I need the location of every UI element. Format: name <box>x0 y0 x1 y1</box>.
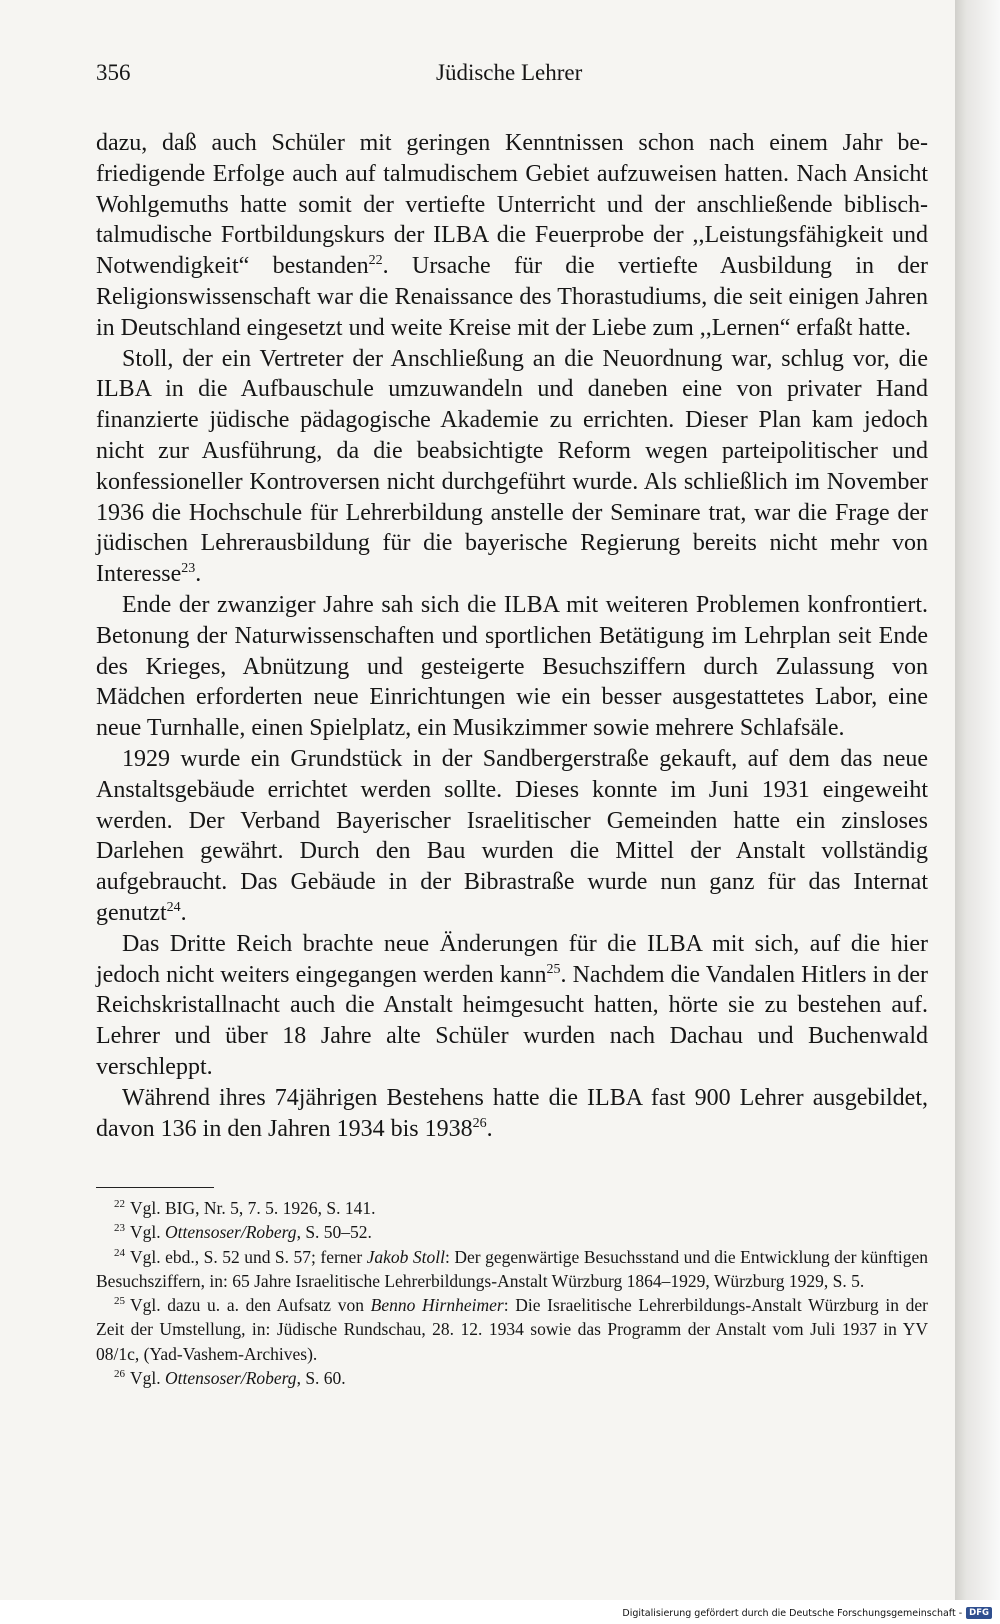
footnote-separator <box>96 1187 214 1188</box>
footnote-text-post: : Der gegenwärtige Besuchsstand und die Entwicklung der künftigen Besuchsziffern, in: 65 Jahre Israelitische Lehrerbildungs-Anstalt Würzburg 1864–1929, Würzburg 1929, S. 5. <box>96 1246 928 1291</box>
footnote-text-pre: Vgl. <box>130 1222 165 1243</box>
footnote-author: Benno Hirnheimer <box>370 1295 504 1316</box>
footnote-text: Vgl. BIG, Nr. 5, 7. 5. 1926, S. 141. <box>130 1198 376 1218</box>
body-text <box>96 128 928 1144</box>
footnote-24 <box>96 1245 928 1294</box>
footnote-text-pre: Vgl. dazu u. a. den Aufsatz von <box>130 1295 371 1316</box>
dfg-logo: DFG <box>966 1607 992 1619</box>
paragraph-6-text: Während ihres 74jährigen Bestehens hatte die ILBA fast 900 Lehrer ausgebildet, davon 136 in den Jahren 1934 bis 1938 <box>96 1084 928 1142</box>
paragraph-1 <box>96 128 928 344</box>
footnote-text-pre: Vgl. ebd., S. 52 und S. 57; ferner <box>130 1246 367 1267</box>
paragraph-2-text: Stoll, der ein Vertreter der Anschließung an die Neuordnung war, schlug vor, die ILBA in die Aufbauschule umzuwandeln und daneben eine von privater Hand finanzierte jüdische pädagogische Akademie zu errichten. Dieser Plan kam jedoch nicht zur Ausführung, da die beabsichtigte Reform wegen parteipolitischer und konfessioneller Kontroversen nicht durchgeführt wurde. Als schließlich im November 1936 die Hochschule für Lehrerbildung anstelle der Seminare trat, war die Frage der jüdischen Lehrerausbildung für die bayerische Regierung bereits nicht mehr von Interesse <box>96 345 928 588</box>
footnote-text-post: , S. 60. <box>296 1368 346 1389</box>
footnote-text-pre: Vgl. <box>130 1368 165 1389</box>
paragraph-5 <box>96 929 928 1083</box>
footnote-author: Ottensoser/Roberg <box>165 1368 297 1389</box>
footnote-text-post: , S. 50–52. <box>296 1222 372 1243</box>
paragraph-4-tail: . <box>180 899 187 926</box>
footnote-number: 26 <box>114 1368 125 1381</box>
paragraph-1-text: dazu, daß auch Schüler mit geringen Kenntnissen schon nach einem Jahr befriedigende Erfolge auch auf talmudischem Gebiet aufzuweisen hatten. Nach Ansicht Wohlgemuths hatte somit der vertiefte Unterricht und der anschließende biblisch-talmudische Fortbildungskurs der ILBA die Feuerprobe der ,,Leistungsfähigkeit und Notwendigkeit“ bestanden <box>96 130 928 280</box>
paragraph-4 <box>96 744 928 929</box>
footnote-ref-23: 23 <box>181 561 196 577</box>
footnote-number: 24 <box>114 1246 125 1259</box>
footnote-ref-22: 22 <box>368 253 383 269</box>
footnote-number: 22 <box>114 1198 125 1210</box>
paragraph-3 <box>96 590 928 744</box>
paragraph-2-tail: . <box>195 561 202 588</box>
footnote-number: 23 <box>114 1222 125 1235</box>
paragraph-6 <box>96 1083 928 1145</box>
digitization-credit <box>622 1606 992 1620</box>
page-header <box>96 60 926 100</box>
footnotes <box>96 1196 928 1390</box>
credit-text: Digitalisierung gefördert durch die Deutsche Forschungsgemeinschaft - <box>622 1607 963 1619</box>
paragraph-2 <box>96 344 928 590</box>
footnote-ref-25: 25 <box>546 961 561 977</box>
paragraph-1-tail: . Ursache für die vertiefte Ausbildung in der Religionswissenschaft war die Renaissance des Thorastudiums, die seit einigen Jahren in Deutschland eingesetzt und weite Kreise mit der Liebe zum ,,Lernen“ erfaßt hatte. <box>96 253 928 341</box>
page-edge-shadow <box>955 0 1000 1600</box>
footnote-author: Ottensoser/Roberg <box>165 1222 297 1243</box>
footnote-ref-26: 26 <box>472 1115 487 1131</box>
paragraph-5-text: Das Dritte Reich brachte neue Änderungen für die ILBA mit sich, auf die hier jedoch nicht weiters eingegangen werden kann <box>96 930 928 988</box>
page-number: 356 <box>96 60 131 85</box>
footnote-number: 25 <box>114 1295 125 1308</box>
running-title: Jüdische Lehrer <box>436 60 583 85</box>
paragraph-3-text: Ende der zwanziger Jahre sah sich die ILBA mit weiteren Problemen konfrontiert. Betonung der Naturwissenschaften und sportlichen Betätigung im Lehrplan seit Ende des Krieges, Abnützung und gesteigerte Besuchsziffern durch Zulassung von Mädchen erforderten neue Einrichtungen wie ein besser ausgestattetes Labor, eine neue Turnhalle, einen Spielplatz, ein Musikzimmer sowie mehrere Schlafsäle. <box>96 591 928 742</box>
footnote-text-post: : Die Israelitische Lehrerbildungs-Anstalt Würzburg in der Zeit der Umstellung, in: Jüdische Rundschau, 28. 12. 1934 sowie das Programm der Anstalt vom Juli 1937 in YV 08/1c, (Yad-Vashem-Archives). <box>96 1295 928 1364</box>
footnote-25 <box>96 1293 928 1366</box>
footnote-22 <box>96 1196 928 1220</box>
paragraph-4-text: 1929 wurde ein Grundstück in der Sandbergerstraße gekauft, auf dem das neue Anstaltsgebäude errichtet werden sollte. Dieses konnte im Juni 1931 eingeweiht werden. Der Verband Bayerischer Israelitischer Gemeinden hatte ein zinsloses Darlehen gewährt. Durch den Bau wurden die Mittel der Anstalt vollständig aufgebraucht. Das Gebäude in der Bibrastraße wurde nun ganz für das Internat genutzt <box>96 745 928 926</box>
footnote-23 <box>96 1220 928 1244</box>
paragraph-6-tail: . <box>486 1115 493 1142</box>
paragraph-5-tail: . Nachdem die Vandalen Hitlers in der Reichskristallnacht auch die Anstalt heimgesucht hatten, hörte sie zu bestehen auf. Lehrer und über 18 Jahre alte Schüler wurden nach Dachau und Buchenwald verschleppt. <box>96 961 929 1080</box>
footnote-26 <box>96 1366 928 1390</box>
footnote-ref-24: 24 <box>166 899 181 915</box>
footnote-author: Jakob Stoll <box>366 1246 445 1267</box>
